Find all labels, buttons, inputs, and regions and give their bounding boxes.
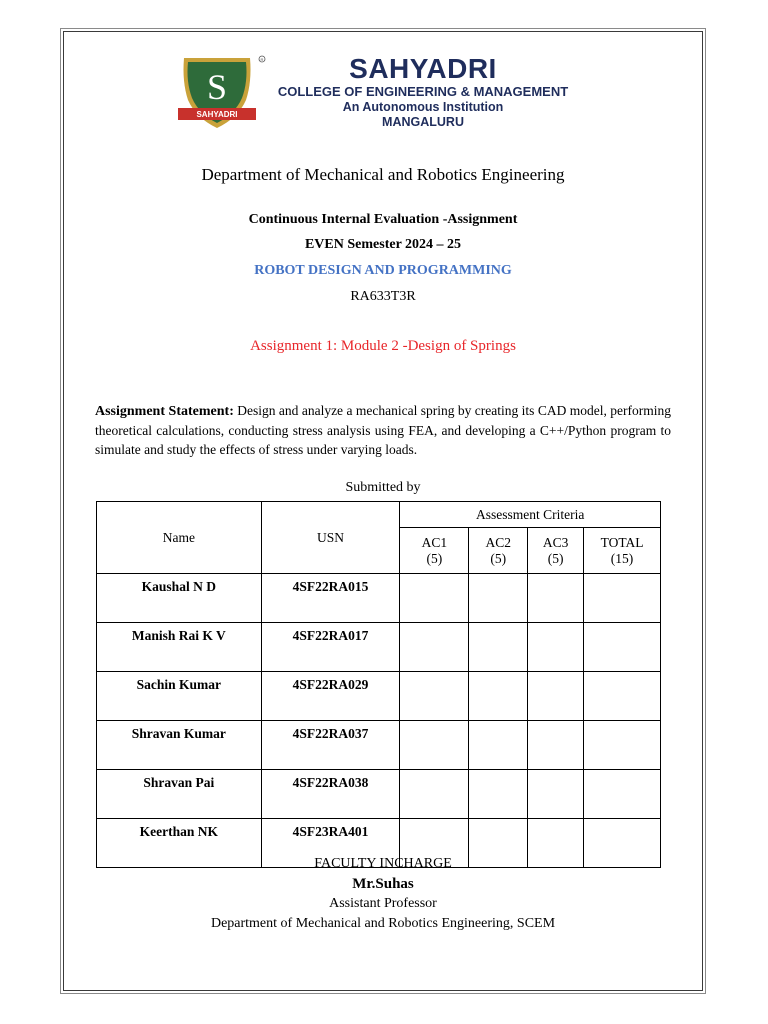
total-cell [584, 623, 661, 672]
total-cell [584, 574, 661, 623]
submitted-by-label: Submitted by [345, 480, 421, 495]
ac1-cell [400, 574, 469, 623]
col-header-usn: USN [261, 502, 400, 574]
student-usn: 4SF23RA401 [261, 819, 400, 868]
ac2-cell [469, 770, 528, 819]
student-name: Shravan Kumar [97, 721, 262, 770]
ac3-cell [528, 721, 584, 770]
ac1-cell [400, 721, 469, 770]
total-cell [584, 721, 661, 770]
table-row [97, 574, 661, 623]
student-usn: 4SF22RA029 [261, 672, 400, 721]
col-header-criteria: Assessment Criteria [400, 502, 661, 528]
ac2-cell [469, 672, 528, 721]
col-header-ac1: AC1 (5) [400, 528, 469, 574]
total-cell [584, 672, 661, 721]
ac3-cell [528, 574, 584, 623]
institution-type: An Autonomous Institution [342, 100, 504, 114]
student-usn: 4SF22RA015 [261, 574, 400, 623]
table-row [97, 672, 661, 721]
assignment-title: Assignment 1: Module 2 -Design of Springs [250, 338, 516, 354]
table-row [97, 721, 661, 770]
col-header-ac3: AC3 (5) [528, 528, 584, 574]
col-header-ac2: AC2 (5) [469, 528, 528, 574]
ac1-cell [400, 770, 469, 819]
student-usn: 4SF22RA038 [261, 770, 400, 819]
logo-banner-text: SAHYADRI [196, 110, 238, 119]
college-header [268, 54, 578, 130]
student-name: Shravan Pai [97, 770, 262, 819]
student-name: Manish Rai K V [97, 623, 262, 672]
col-header-name: Name [97, 502, 262, 574]
student-usn: 4SF22RA037 [261, 721, 400, 770]
ac3-cell [528, 770, 584, 819]
ac1-cell [400, 672, 469, 721]
faculty-heading: FACULTY INCHARGE [314, 856, 452, 871]
faculty-name: Mr.Suhas [352, 876, 414, 892]
ac2-cell [469, 574, 528, 623]
semester-title: EVEN Semester 2024 – 25 [304, 237, 462, 252]
student-usn: 4SF22RA017 [261, 623, 400, 672]
faculty-designation: Assistant Professor [329, 896, 437, 911]
table-row [97, 770, 661, 819]
student-name: Sachin Kumar [97, 672, 262, 721]
ac1-cell [400, 623, 469, 672]
logo-letter: S [206, 67, 228, 107]
subject-code: RA633T3R [350, 289, 416, 304]
college-full-name: COLLEGE OF ENGINEERING & MANAGEMENT [277, 84, 569, 99]
ac3-cell [528, 672, 584, 721]
college-location: MANGALURU [382, 115, 464, 129]
col-header-total: TOTAL (15) [584, 528, 661, 574]
subject-title: ROBOT DESIGN AND PROGRAMMING [254, 263, 512, 278]
table-row [97, 623, 661, 672]
assessment-table [96, 501, 661, 868]
statement-text: Design and analyze a mechanical spring by creating its CAD model, performing theoretical calculations, conducting stress analysis using FEA, and developing a C++/Python program to simulate and study the effects of stress under varying loads. [95, 403, 672, 457]
college-logo [176, 52, 268, 132]
total-cell [584, 770, 661, 819]
statement-label: Assignment Statement: [95, 404, 234, 419]
assignment-statement [95, 401, 671, 459]
ac2-cell [469, 721, 528, 770]
student-name: Keerthan NK [97, 819, 262, 868]
evaluation-title: Continuous Internal Evaluation -Assignment [248, 212, 518, 227]
college-name: SAHYADRI [349, 53, 497, 84]
faculty-department: Department of Mechanical and Robotics Engineering, SCEM [210, 916, 556, 931]
ac3-cell [528, 623, 584, 672]
svg-text:R: R [260, 57, 264, 62]
department-title: Department of Mechanical and Robotics Engineering [201, 165, 565, 184]
ac2-cell [469, 623, 528, 672]
student-name: Kaushal N D [97, 574, 262, 623]
